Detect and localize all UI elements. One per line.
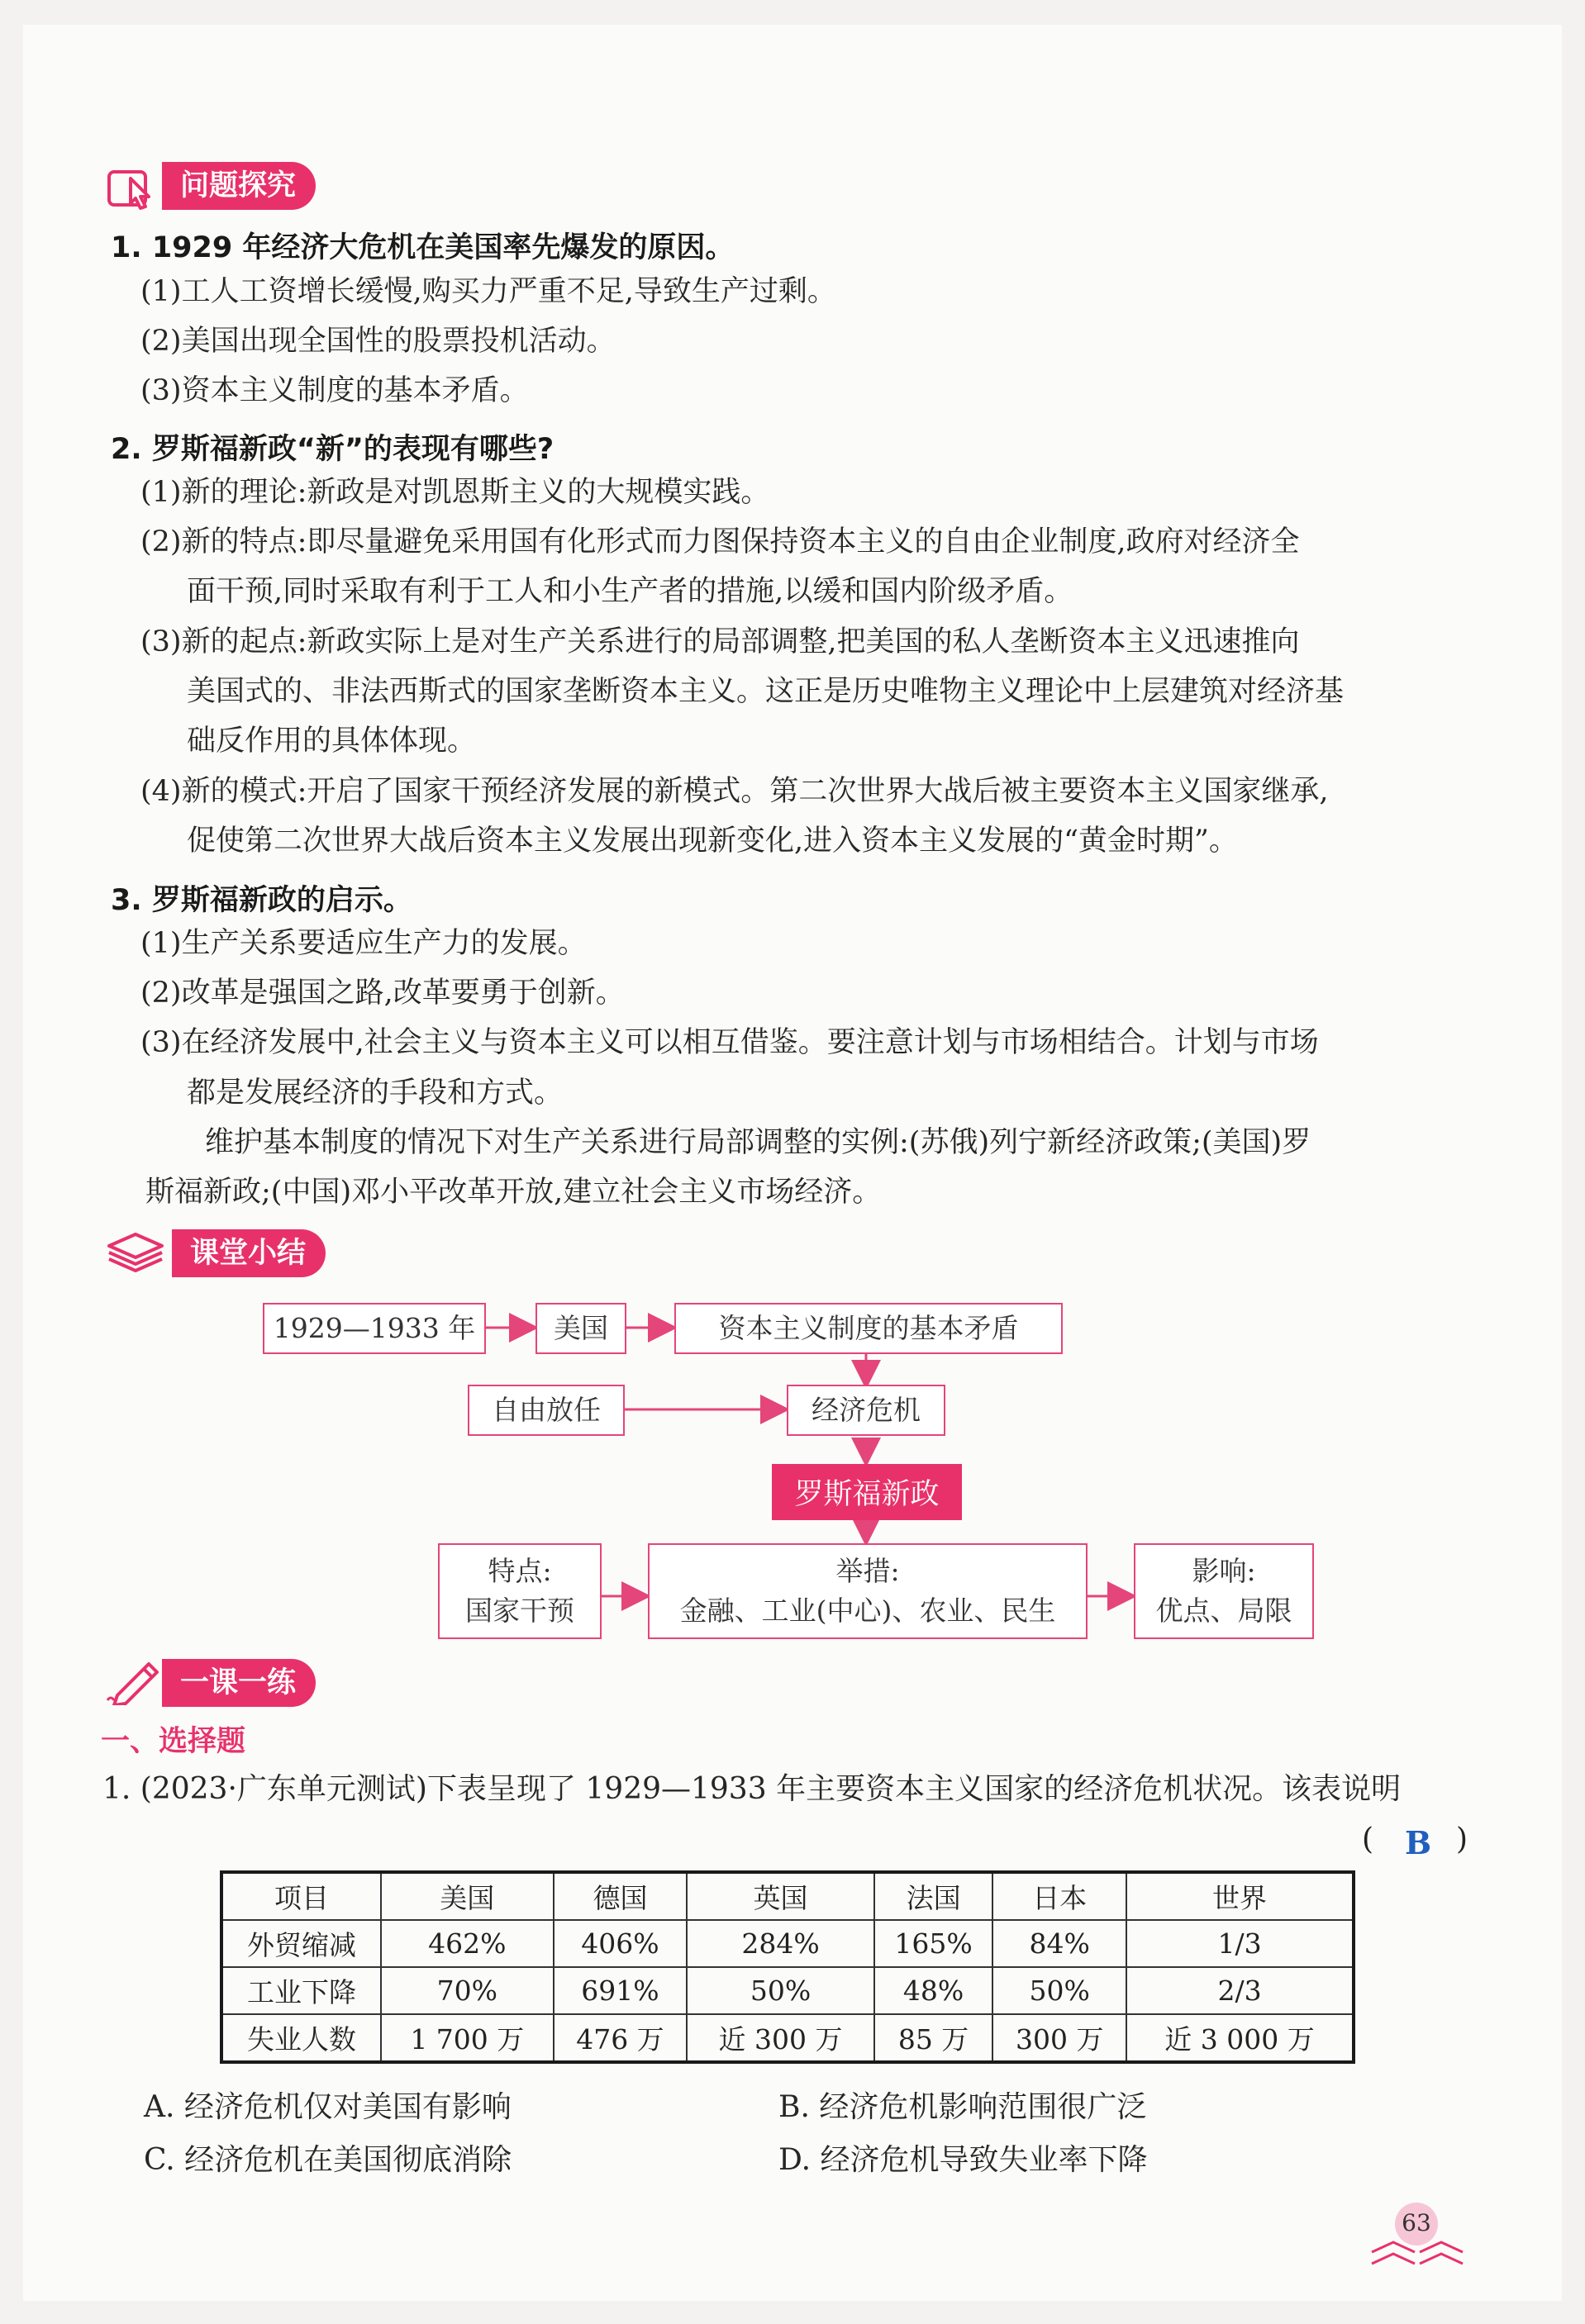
table-cell: 近 3 000 万 [1126, 2014, 1354, 2062]
section-title-inquiry: 问题探究 [162, 162, 316, 210]
text-line: 面干预,同时采取有利于工人和小生产者的措施,以缓和国内阶级矛盾。 [187, 575, 1073, 608]
table-row [221, 1920, 1354, 1967]
table-cell: 近 300 万 [687, 2014, 873, 2062]
flow-laissez-faire: 自由放任 [468, 1385, 625, 1436]
table-cell: 284% [687, 1920, 873, 1967]
answer-letter: B [1405, 1824, 1432, 1861]
table-cell: 70% [381, 1967, 554, 2014]
text-line: (2)改革是强国之路,改革要勇于创新。 [140, 977, 625, 1010]
table-cell: 失业人数 [221, 2014, 381, 2062]
answer-paren-open: ( [1362, 1823, 1374, 1856]
table-header: 英国 [687, 1872, 873, 1920]
section-title-summary: 课堂小结 [172, 1229, 326, 1277]
flow-feature-label: 特点: [488, 1555, 552, 1587]
text-line: (1)工人工资增长缓慢,购买力严重不足,导致生产过剩。 [140, 275, 836, 308]
pencil-icon [106, 1656, 164, 1705]
flow-new-deal: 罗斯福新政 [772, 1464, 962, 1520]
flow-impact-label: 影响: [1192, 1555, 1256, 1587]
table-header: 项目 [221, 1872, 381, 1920]
section-title-practice: 一课一练 [162, 1659, 316, 1707]
table-cell: 476 万 [554, 2014, 688, 2062]
page-number: 63 [1402, 2209, 1431, 2236]
table-cell: 462% [381, 1920, 554, 1967]
text-line: (1)生产关系要适应生产力的发展。 [140, 927, 587, 960]
table-cell: 300 万 [992, 2014, 1126, 2062]
table-cell: 1 700 万 [381, 2014, 554, 2062]
text-line: (3)在经济发展中,社会主义与资本主义可以相互借鉴。要注意计划与市场相结合。计划与市场 [140, 1026, 1319, 1059]
table-cell: 50% [992, 1967, 1126, 2014]
flow-impact-value: 优点、局限 [1155, 1594, 1292, 1627]
text-line: 维护基本制度的情况下对生产关系进行局部调整的实例:(苏俄)列宁新经济政策;(美国)罗 [205, 1126, 1311, 1159]
option-d[interactable]: D. 经济危机导致失业率下降 [778, 2143, 1148, 2177]
flow-feature [438, 1543, 602, 1639]
table-row [221, 2014, 1354, 2062]
table-cell: 1/3 [1126, 1920, 1354, 1967]
question-stem: 1. (2023·广东单元测试)下表呈现了 1929—1933 年主要资本主义国家的经济危机状况。该表说明 [102, 1772, 1402, 1806]
table-cell: 工业下降 [221, 1967, 381, 2014]
text-line: 促使第二次世界大战后资本主义发展出现新变化,进入资本主义发展的“黄金时期”。 [187, 825, 1238, 858]
option-a[interactable]: A. 经济危机仅对美国有影响 [144, 2090, 512, 2124]
table-cell: 84% [992, 1920, 1126, 1967]
question-heading: 1. 1929 年经济大危机在美国率先爆发的原因。 [111, 231, 735, 264]
text-line: (1)新的理论:新政是对凯恩斯主义的大规模实践。 [140, 476, 770, 509]
flow-feature-value: 国家干预 [465, 1594, 574, 1627]
question-heading: 3. 罗斯福新政的启示。 [111, 884, 412, 917]
table-cell: 691% [554, 1967, 688, 2014]
text-line: (2)美国出现全国性的股票投机活动。 [140, 325, 616, 358]
answer-paren-close: ) [1456, 1823, 1468, 1856]
text-line: (3)新的起点:新政实际上是对生产关系进行的局部调整,把美国的私人垄断资本主义迅速推向 [140, 625, 1300, 658]
flow-root-cause: 资本主义制度的基本矛盾 [674, 1303, 1063, 1354]
table-cell: 165% [874, 1920, 993, 1967]
text-line: 础反作用的具体体现。 [187, 725, 477, 758]
text-line: (4)新的模式:开启了国家干预经济发展的新模式。第二次世界大战后被主要资本主义国家继承, [140, 775, 1329, 808]
text-line: (3)资本主义制度的基本矛盾。 [140, 374, 529, 407]
table-header: 法国 [874, 1872, 993, 1920]
flow-period: 1929—1933 年 [263, 1303, 486, 1354]
flow-impact [1134, 1543, 1314, 1639]
table-header: 美国 [381, 1872, 554, 1920]
text-line: 美国式的、非法西斯式的国家垄断资本主义。这正是历史唯物主义理论中上层建筑对经济基 [187, 675, 1345, 708]
table-cell: 85 万 [874, 2014, 993, 2062]
text-line: (2)新的特点:即尽量避免采用国有化形式而力图保持资本主义的自由企业制度,政府对经济全 [140, 525, 1300, 558]
table-header: 德国 [554, 1872, 688, 1920]
option-c[interactable]: C. 经济危机在美国彻底消除 [144, 2143, 512, 2177]
data-table [220, 1870, 1355, 2064]
table-cell: 2/3 [1126, 1967, 1354, 2014]
text-line: 都是发展经济的手段和方式。 [187, 1076, 564, 1110]
flow-measures-value: 金融、工业(中心)、农业、民生 [679, 1594, 1056, 1627]
flow-measures [648, 1543, 1088, 1639]
table-header: 世界 [1126, 1872, 1354, 1920]
option-b[interactable]: B. 经济危机影响范围很广泛 [778, 2090, 1147, 2124]
flow-crisis: 经济危机 [787, 1385, 945, 1436]
table-header-row [221, 1872, 1354, 1920]
question-heading: 2. 罗斯福新政“新”的表现有哪些? [111, 433, 555, 466]
table-cell: 406% [554, 1920, 688, 1967]
table-row [221, 1967, 1354, 2014]
text-line: 斯福新政;(中国)邓小平改革开放,建立社会主义市场经济。 [145, 1176, 882, 1209]
flow-measures-label: 举措: [835, 1555, 900, 1587]
table-cell: 50% [687, 1967, 873, 2014]
table-cell: 外贸缩减 [221, 1920, 381, 1967]
table-header: 日本 [992, 1872, 1126, 1920]
question-type-heading: 一、选择题 [101, 1725, 246, 1758]
table-cell: 48% [874, 1967, 993, 2014]
flow-country: 美国 [535, 1303, 626, 1354]
